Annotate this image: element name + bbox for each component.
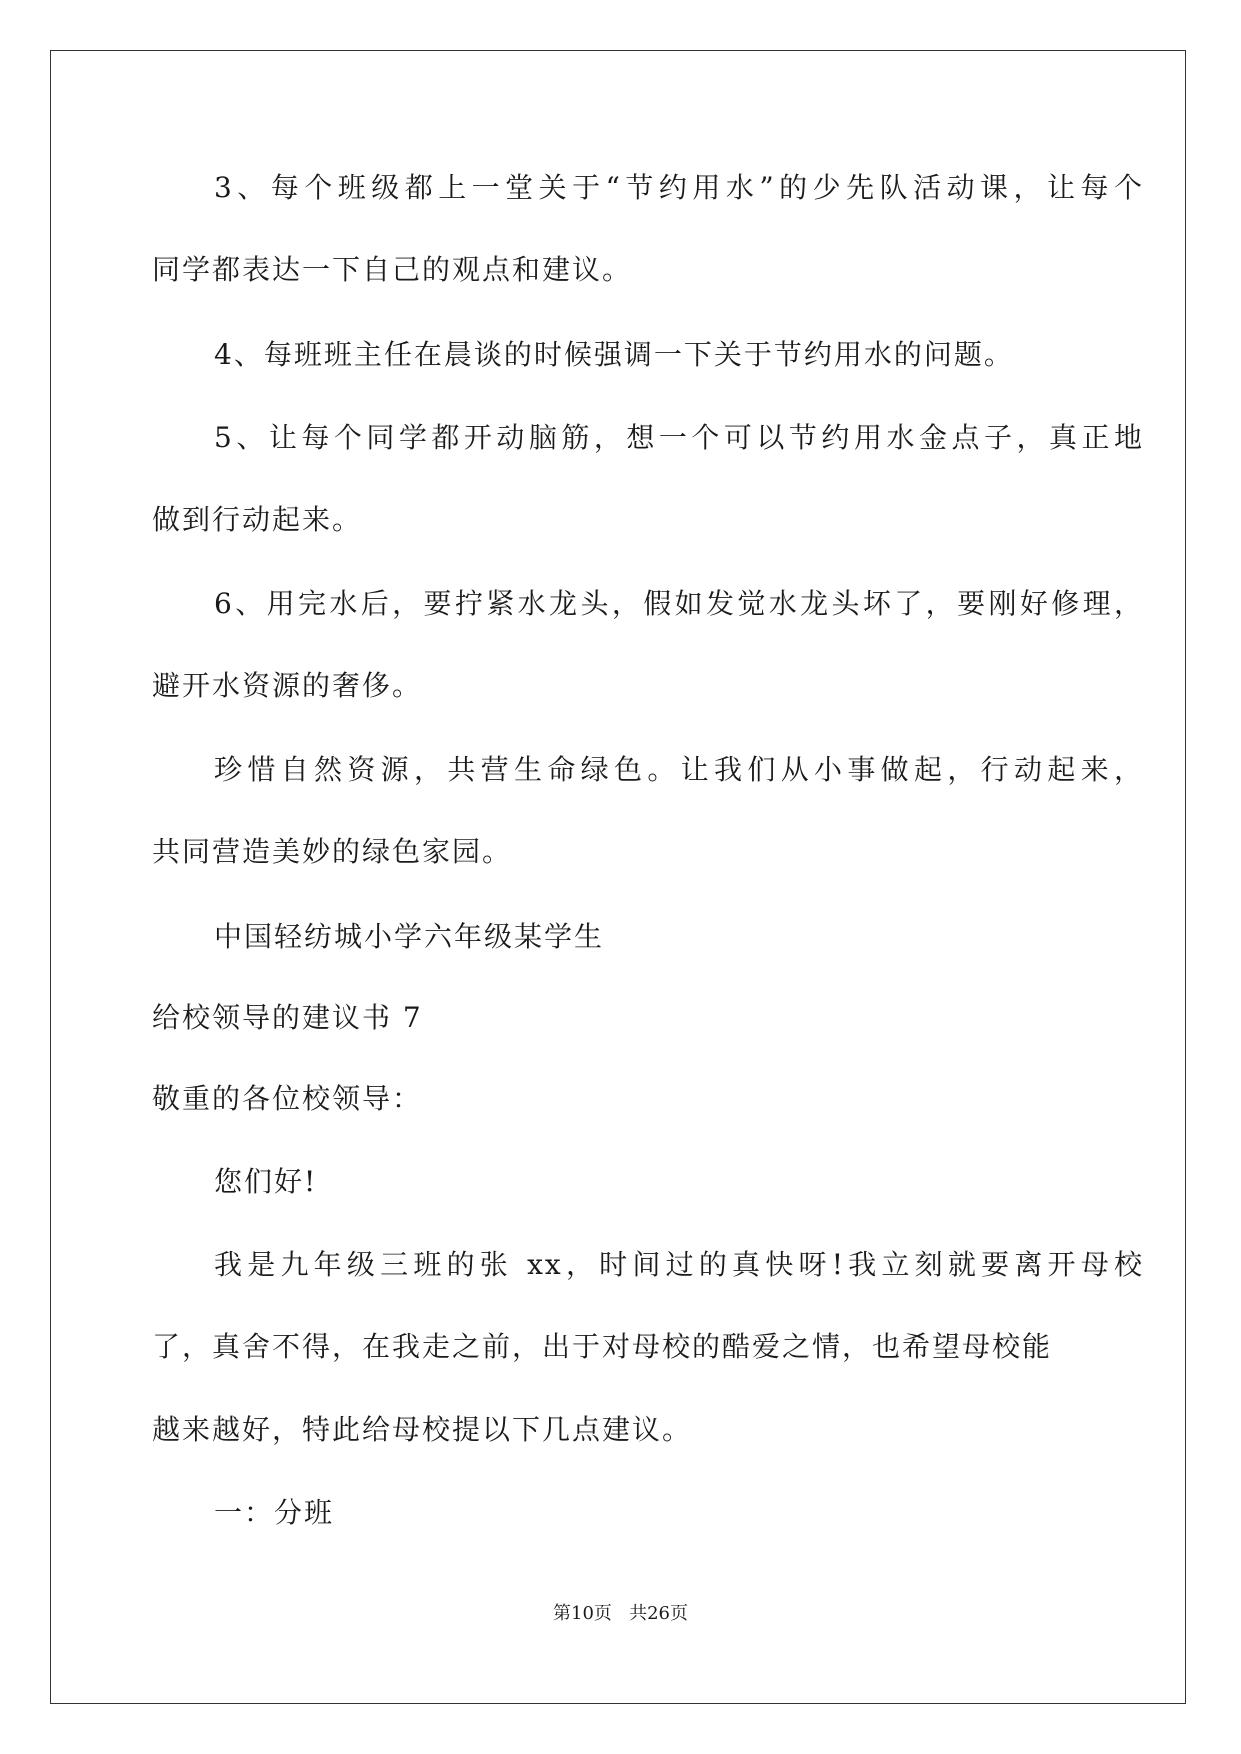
page-number-total: 共26页	[629, 1603, 688, 1624]
paragraph-line: 4、每班班主任在晨谈的时候强调一下关于节约用水的问题。	[214, 338, 1014, 371]
section-title: 给校领导的建议书 7	[152, 1001, 423, 1034]
salutation: 敬重的各位校领导：	[152, 1082, 423, 1115]
greeting: 您们好!	[214, 1165, 318, 1198]
page-border	[50, 50, 1186, 1704]
signature-line: 中国轻纺城小学六年级某学生	[214, 920, 605, 953]
paragraph-line: 共同营造美妙的绿色家园。	[152, 835, 513, 868]
paragraph-line: 做到行动起来。	[152, 503, 363, 536]
page-number-current: 第10页	[553, 1603, 612, 1624]
paragraph-line: 3、每个班级都上一堂关于“节约用水”的少先队活动课，让每个	[214, 171, 1144, 204]
paragraph-line: 了，真舍不得，在我走之前，出于对母校的酷爱之情，也希望母校能	[152, 1330, 1053, 1363]
paragraph-line: 同学都表达一下自己的观点和建议。	[152, 253, 633, 286]
list-heading: 一：分班	[214, 1496, 335, 1529]
paragraph-line: 6、用完水后，要拧紧水龙头，假如发觉水龙头坏了，要刚好修理，	[214, 587, 1144, 620]
paragraph-line: 避开水资源的奢侈。	[152, 669, 423, 702]
page-footer	[0, 1602, 1241, 1626]
paragraph-line: 5、让每个同学都开动脑筋，想一个可以节约用水金点子，真正地	[214, 421, 1144, 454]
paragraph-line: 越来越好，特此给母校提以下几点建议。	[152, 1413, 693, 1446]
paragraph-line: 珍惜自然资源，共营生命绿色。让我们从小事做起，行动起来，	[214, 753, 1144, 786]
paragraph-line: 我是九年级三班的张 xx，时间过的真快呀!我立刻就要离开母校	[214, 1248, 1144, 1281]
